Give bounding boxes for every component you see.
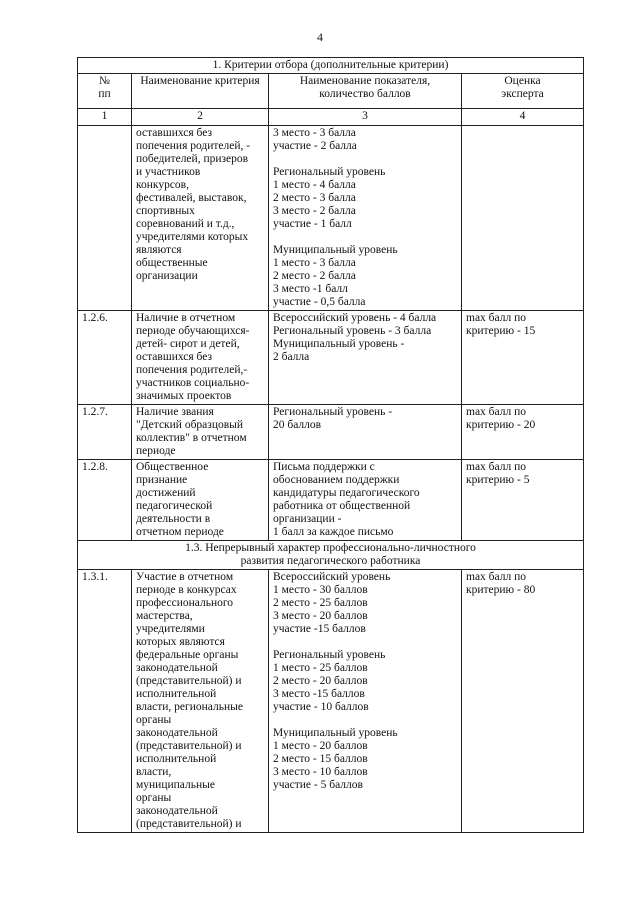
criterion-cell [132, 311, 269, 405]
criterion-cell-line: исполнительной [136, 753, 217, 765]
criterion-cell-line: являются [136, 244, 182, 256]
criterion-cell [132, 126, 269, 311]
indicator-cell-line: 1 место - 25 баллов [273, 662, 368, 674]
indicator-cell-line: 3 место - 20 баллов [273, 610, 368, 622]
table-header-row [78, 74, 584, 109]
table-row [78, 126, 584, 311]
indicator-cell [269, 311, 462, 405]
criterion-cell-line: учредителями [136, 623, 205, 635]
criterion-cell-line: законодательной [136, 805, 218, 817]
column-number: 2 [132, 109, 269, 126]
indicator-cell-line: 3 место - 10 баллов [273, 766, 368, 778]
criterion-cell-line: периоде обучающихся- [136, 325, 250, 337]
indicator-cell-line: 2 место - 3 балла [273, 192, 356, 204]
criterion-cell-line: законодательной [136, 662, 218, 674]
score-cell-line: max балл по [466, 406, 526, 418]
criterion-cell-line: федеральные органы [136, 649, 239, 661]
indicator-cell-line: 1 балл за каждое письмо [273, 526, 394, 538]
indicator-cell-line: участие - 10 баллов [273, 701, 369, 713]
indicator-cell-line: организации - [273, 513, 342, 525]
indicator-cell-line: Муниципальный уровень [273, 727, 398, 739]
criterion-cell-line: фестивалей, выставок, [136, 192, 247, 204]
row-number: 1.2.8. [78, 460, 132, 541]
indicator-cell [269, 405, 462, 460]
indicator-cell [269, 460, 462, 541]
score-cell [462, 311, 584, 405]
section-header-3 [78, 541, 584, 570]
criterion-cell-line: профессионального [136, 597, 234, 609]
score-cell [462, 460, 584, 541]
criterion-cell-line: деятельности в [136, 513, 211, 525]
criterion-cell-line: власти, [136, 766, 172, 778]
criterion-cell-line: (представительной) и [136, 675, 242, 687]
score-cell-line: max балл по [466, 312, 526, 324]
score-cell [462, 570, 584, 833]
indicator-cell-line: Региональный уровень [273, 166, 386, 178]
indicator-cell-line: 3 место - 2 балла [273, 205, 356, 217]
criterion-cell-line: власти, региональные [136, 701, 243, 713]
criterion-cell-line: и участников [136, 166, 201, 178]
criterion-cell-line: органы [136, 714, 172, 726]
indicator-cell-line: 2 место - 2 балла [273, 270, 356, 282]
criterion-cell-line: значимых проектов [136, 390, 232, 402]
indicator-cell-line: Региональный уровень - 3 балла [273, 325, 432, 337]
criterion-cell-line: учредителями которых [136, 231, 249, 243]
criterion-cell-line: Наличие звания [136, 406, 214, 418]
criterion-cell-line: организации [136, 270, 198, 282]
indicator-cell-line: 2 балла [273, 351, 310, 363]
indicator-cell-line: участие - 1 балл [273, 218, 352, 230]
criterion-cell [132, 570, 269, 833]
indicator-cell-line: Муниципальный уровень - [273, 338, 405, 350]
criterion-cell-line: Общественное [136, 461, 209, 473]
section-title-line: развития педагогического работника [240, 555, 421, 567]
criteria-table [77, 57, 584, 833]
criterion-cell-line: Наличие в отчетном [136, 312, 236, 324]
score-cell-line: max балл по [466, 571, 526, 583]
indicator-cell-line: работника от общественной [273, 500, 411, 512]
criterion-cell-line: мастерства, [136, 610, 193, 622]
indicator-cell-line: Муниципальный уровень [273, 244, 398, 256]
header-indicator: Наименование показателя, количество баллов [269, 74, 462, 109]
indicator-cell-line: 1 место - 30 баллов [273, 584, 368, 596]
criterion-cell-line: периоде [136, 445, 176, 457]
criterion-cell-line: (представительной) и [136, 740, 242, 752]
criterion-cell-line: спортивных [136, 205, 195, 217]
indicator-cell-line: 1 место - 20 баллов [273, 740, 368, 752]
section-title-line: 1.3. Непрерывный характер профессионально-личностного [185, 542, 476, 554]
row-number [78, 126, 132, 311]
indicator-cell-line: 1 место - 3 балла [273, 257, 356, 269]
indicator-cell-line: участие -15 баллов [273, 623, 366, 635]
indicator-cell-line: 2 место - 15 баллов [273, 753, 368, 765]
criterion-cell-line: общественные [136, 257, 208, 269]
page-number: 4 [317, 30, 323, 44]
indicator-cell [269, 126, 462, 311]
indicator-cell-line: 2 место - 25 баллов [273, 597, 368, 609]
column-number: 4 [462, 109, 584, 126]
row-number: 1.3.1. [78, 570, 132, 833]
column-number: 1 [78, 109, 132, 126]
indicator-cell-line [273, 231, 457, 244]
criterion-cell-line: участников социально- [136, 377, 250, 389]
criterion-cell-line: попечения родителей, - [136, 140, 251, 152]
indicator-cell-line: 3 место -1 балл [273, 283, 348, 295]
indicator-cell-line: 20 баллов [273, 419, 322, 431]
criterion-cell-line: муниципальные [136, 779, 215, 791]
score-cell-line: критерию - 5 [466, 474, 530, 486]
header-criterion: Наименование критерия [132, 74, 269, 109]
criterion-cell-line: которых являются [136, 636, 225, 648]
table-row [78, 570, 584, 833]
indicator-cell-line: участие - 2 балла [273, 140, 357, 152]
indicator-cell-line [273, 714, 457, 727]
indicator-cell-line: участие - 0,5 балла [273, 296, 366, 308]
indicator-cell-line: 1 место - 4 балла [273, 179, 356, 191]
criterion-cell-line: оставшихся без [136, 351, 213, 363]
section-header-1 [78, 58, 584, 74]
criterion-cell-line: Участие в отчетном [136, 571, 234, 583]
criterion-cell-line: отчетном периоде [136, 526, 224, 538]
criterion-cell-line: (представительной) и [136, 818, 242, 830]
table-row [78, 311, 584, 405]
indicator-cell-line: Письма поддержки с [273, 461, 375, 473]
criterion-cell-line: законодательной [136, 727, 218, 739]
indicator-cell-line: обоснованием поддержки [273, 474, 400, 486]
criterion-cell-line: победителей, призеров [136, 153, 249, 165]
criterion-cell-line: достижений [136, 487, 196, 499]
criterion-cell [132, 460, 269, 541]
indicator-cell-line: Региональный уровень - [273, 406, 393, 418]
criterion-cell-line: органы [136, 792, 172, 804]
criterion-cell-line: оставшихся без [136, 127, 213, 139]
indicator-cell-line: 3 место - 3 балла [273, 127, 356, 139]
score-cell-line: критерию - 15 [466, 325, 536, 337]
table-row [78, 460, 584, 541]
indicator-cell-line: 3 место -15 баллов [273, 688, 365, 700]
score-cell-line: max балл по [466, 461, 526, 473]
header-num: № пп [78, 74, 132, 109]
criterion-cell-line: попечения родителей,- [136, 364, 248, 376]
criterion-cell-line: конкурсов, [136, 179, 189, 191]
row-number: 1.2.6. [78, 311, 132, 405]
criterion-cell-line: исполнительной [136, 688, 217, 700]
score-cell [462, 405, 584, 460]
indicator-cell-line: Всероссийский уровень - 4 балла [273, 312, 437, 324]
column-number: 3 [269, 109, 462, 126]
criterion-cell-line: коллектив" в отчетном [136, 432, 247, 444]
indicator-cell-line: участие - 5 баллов [273, 779, 363, 791]
criterion-cell-line: соревнований и т.д., [136, 218, 235, 230]
table-row [78, 405, 584, 460]
indicator-cell-line: Региональный уровень [273, 649, 386, 661]
criterion-cell [132, 405, 269, 460]
indicator-cell-line: 2 место - 20 баллов [273, 675, 368, 687]
header-score: Оценка эксперта [462, 74, 584, 109]
criterion-cell-line: периоде в конкурсах [136, 584, 237, 596]
criterion-cell-line: "Детский образцовый [136, 419, 244, 431]
indicator-cell-line: кандидатуры педагогического [273, 487, 420, 499]
indicator-cell-line [273, 153, 457, 166]
criterion-cell-line: педагогической [136, 500, 213, 512]
criterion-cell-line: признание [136, 474, 188, 486]
indicator-cell-line [273, 636, 457, 649]
score-cell-line: критерию - 80 [466, 584, 536, 596]
section-title: 1. Критерии отбора (дополнительные критерии) [78, 58, 584, 74]
indicator-cell-line: Всероссийский уровень [273, 571, 391, 583]
row-number: 1.2.7. [78, 405, 132, 460]
score-cell-line: критерию - 20 [466, 419, 536, 431]
column-number-row [78, 109, 584, 126]
indicator-cell [269, 570, 462, 833]
score-cell [462, 126, 584, 311]
criterion-cell-line: детей- сирот и детей, [136, 338, 240, 350]
section-title [78, 541, 584, 570]
